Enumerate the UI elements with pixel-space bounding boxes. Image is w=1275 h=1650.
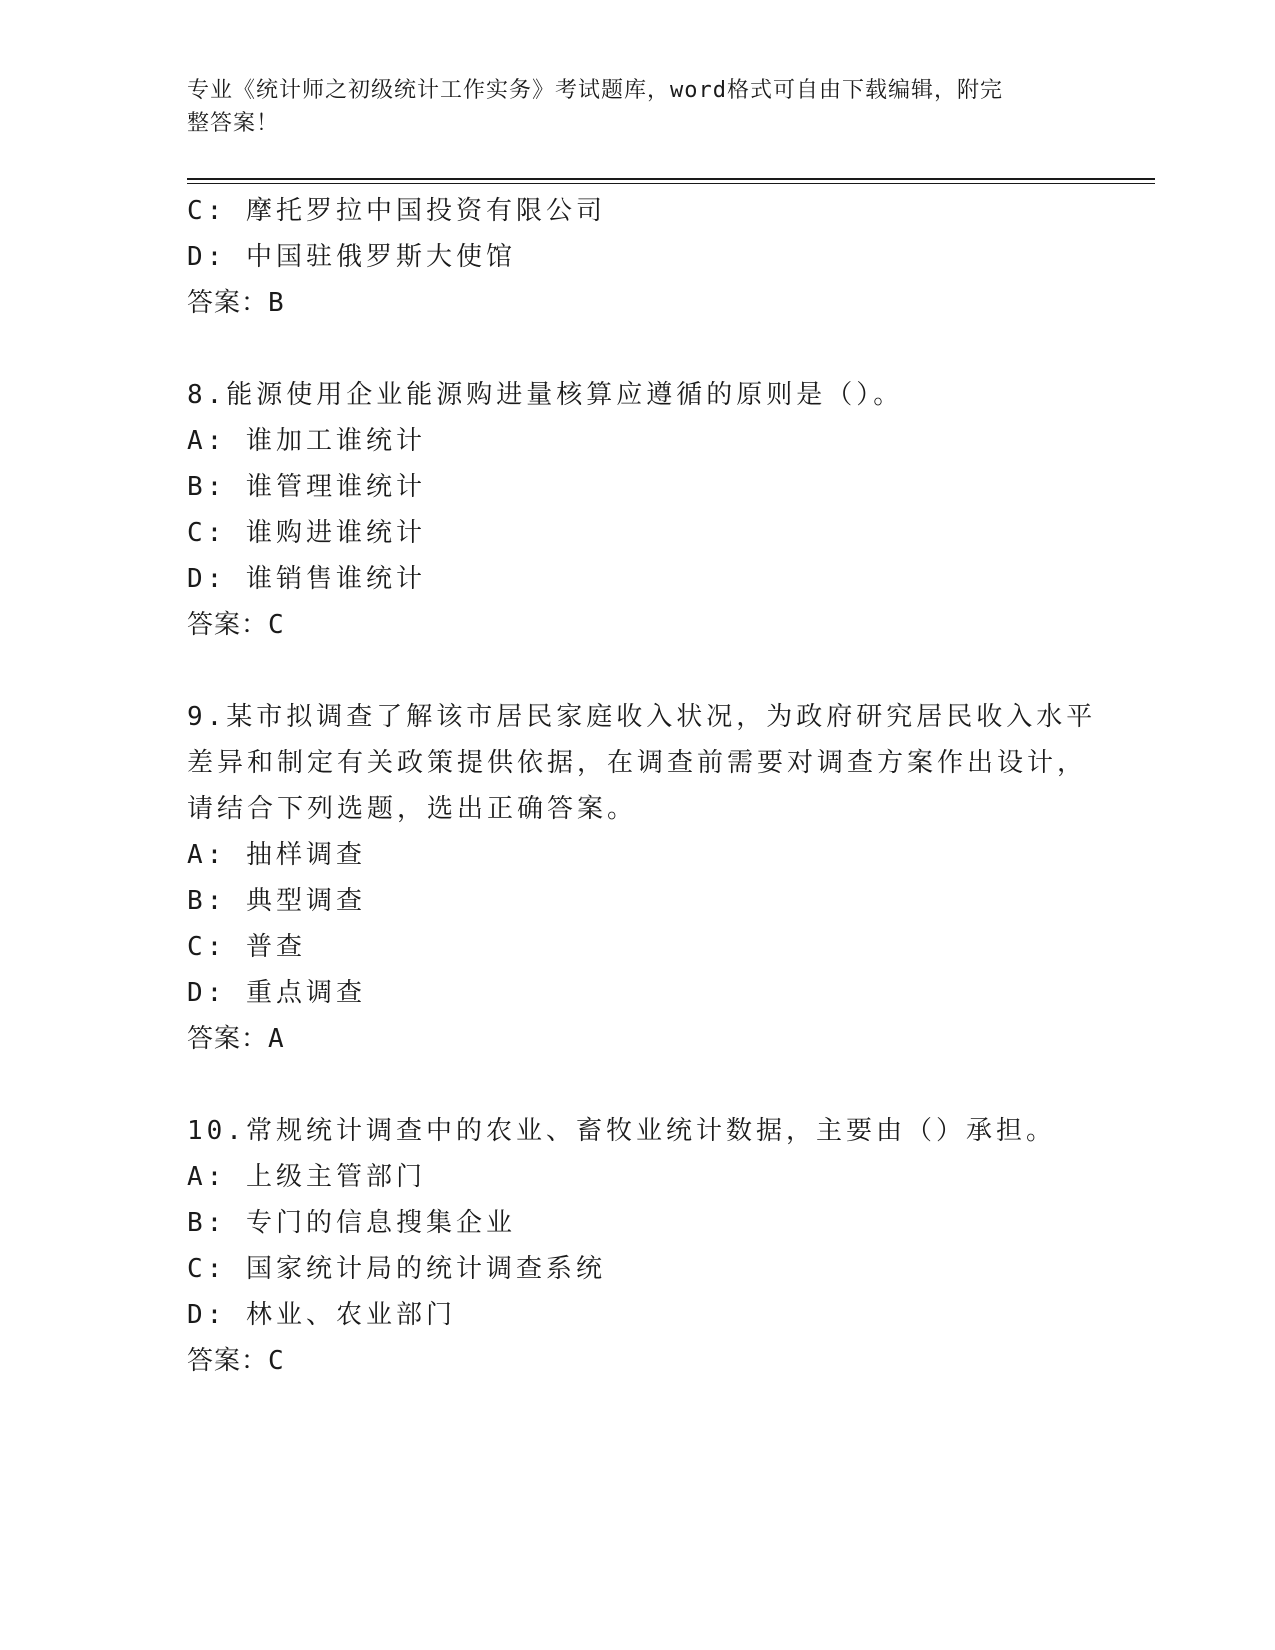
q9-option-c: C: 普查: [187, 932, 306, 962]
q9-stem-line-3: 请结合下列选题，选出正确答案。: [187, 794, 638, 824]
header-line-2: 整答案！: [187, 111, 280, 136]
q10-option-d: D: 林业、农业部门: [187, 1300, 456, 1330]
document-header: [187, 74, 1067, 140]
question-list: [187, 188, 1097, 1384]
q9-stem-line-2: 差异和制定有关政策提供依据，在调查前需要对调查方案作出设计，: [187, 748, 1088, 778]
question-7: [187, 188, 1087, 326]
header-line-1: 专业《统计师之初级统计工作实务》考试题库，word格式可自由下载编辑，附完: [187, 78, 1003, 103]
q8-option-d: D: 谁销售谁统计: [187, 564, 426, 594]
q8-option-b: B: 谁管理谁统计: [187, 472, 426, 502]
spacer: [187, 1062, 1087, 1108]
header-divider-thick: [187, 178, 1155, 180]
q10-option-b: B: 专门的信息搜集企业: [187, 1208, 516, 1238]
q9-answer: 答案：A: [187, 1024, 285, 1054]
q10-stem: 10.常规统计调查中的农业、畜牧业统计数据，主要由（）承担。: [187, 1116, 1056, 1146]
q9-option-b: B: 典型调查: [187, 886, 366, 916]
q9-option-d: D: 重点调查: [187, 978, 366, 1008]
spacer: [187, 326, 1087, 372]
q8-option-c: C: 谁购进谁统计: [187, 518, 426, 548]
header-divider-thin: [187, 183, 1155, 184]
q8-stem: 8.能源使用企业能源购进量核算应遵循的原则是（）。: [187, 380, 904, 410]
q10-option-c: C: 国家统计局的统计调查系统: [187, 1254, 606, 1284]
q10-option-a: A: 上级主管部门: [187, 1162, 426, 1192]
q8-option-a: A: 谁加工谁统计: [187, 426, 426, 456]
spacer: [187, 648, 1087, 694]
q8-answer: 答案：C: [187, 610, 285, 640]
question-8: [187, 372, 1087, 648]
q9-stem-line-1: 9.某市拟调查了解该市居民家庭收入状况，为政府研究居民收入水平: [187, 702, 1097, 732]
question-9: [187, 694, 1097, 1062]
q10-answer: 答案：C: [187, 1346, 285, 1376]
question-10: [187, 1108, 1087, 1384]
q7-option-d: D: 中国驻俄罗斯大使馆: [187, 242, 516, 272]
q7-answer: 答案：B: [187, 288, 285, 318]
q7-option-c: C: 摩托罗拉中国投资有限公司: [187, 196, 606, 226]
q9-option-a: A: 抽样调查: [187, 840, 366, 870]
